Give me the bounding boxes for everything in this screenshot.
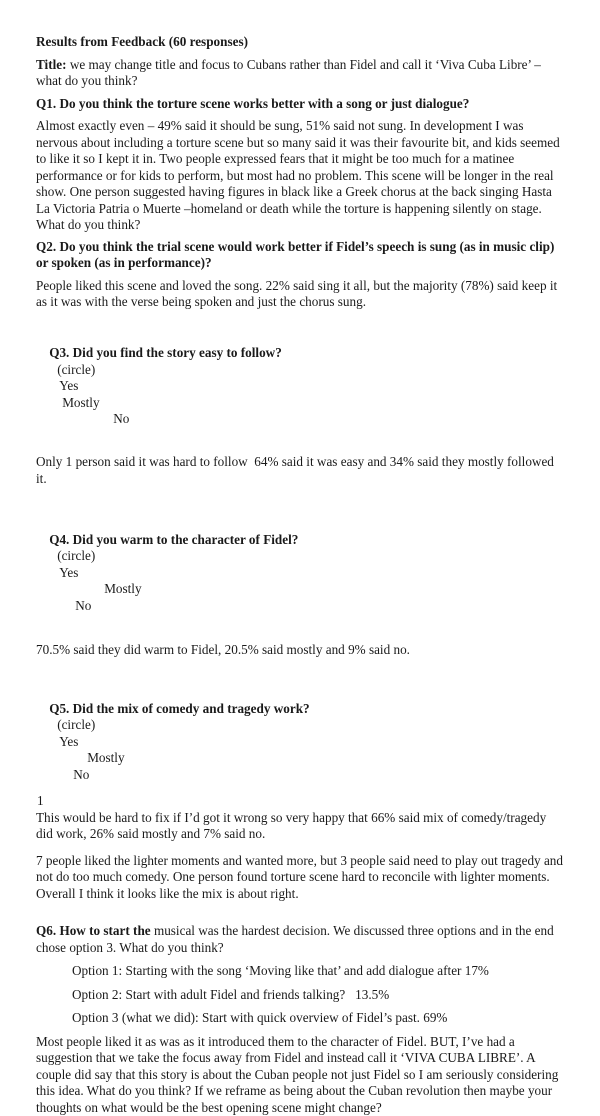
q6-body: Most people liked it as was as it introduced them to the character of Fidel. BUT, I’ve had a suggestion that we take the focus away from Fidel and instead call it ‘VIVA CUBA LIBRE’. A couple did say that this story is about the Cuban people not just Fidel so I am seriously considering this idea. What do you think? If we reframe as being about the Cuban revolution then maybe your thoughts on what would be the best opening scene might change? bbox=[36, 1034, 564, 1116]
q5-line bbox=[36, 684, 564, 800]
q5-body-1: This would be hard to fix if I’d got it wrong so very happy that 66% said mix of comedy/tragedy did work, 26% said mostly and 7% said no. bbox=[36, 810, 564, 843]
q5-circle-label: (circle) bbox=[57, 717, 95, 732]
q3-heading: Q3. Did you find the story easy to follow? bbox=[49, 345, 282, 360]
q5-body-2: 7 people liked the lighter moments and wanted more, but 3 people said need to play out tragedy and not do too much comedy. One person found torture scene hard to reconcile with lighter moments. Overall I think it looks like the mix is about right. bbox=[36, 853, 564, 903]
q3-answer-yes: Yes bbox=[59, 378, 78, 393]
q5-heading: Q5. Did the mix of comedy and tragedy work? bbox=[49, 701, 309, 716]
q4-answer-no: No bbox=[75, 598, 91, 613]
q5-answer-mostly: Mostly bbox=[87, 750, 124, 765]
q4-answer-mostly: Mostly bbox=[104, 581, 141, 596]
q6-heading-bold: Q6. How to start the bbox=[36, 923, 151, 938]
q3-answer-no: No bbox=[113, 411, 129, 426]
q2-body: People liked this scene and loved the song. 22% said sing it all, but the majority (78%) said keep it as it was with the verse being spoken and just the chorus sung. bbox=[36, 278, 564, 311]
q4-line bbox=[36, 515, 564, 631]
q3-body: Only 1 person said it was hard to follow 64% said it was easy and 34% said they mostly followed it. bbox=[36, 454, 564, 487]
q6-option-3: Option 3 (what we did): Start with quick overview of Fidel’s past. 69% bbox=[72, 1010, 564, 1027]
q3-circle-label: (circle) bbox=[57, 362, 95, 377]
q4-circle-label: (circle) bbox=[57, 548, 95, 563]
q6-heading bbox=[36, 923, 564, 956]
q3-line bbox=[36, 329, 564, 445]
q6-option-1: Option 1: Starting with the song ‘Moving like that’ and add dialogue after 17% bbox=[72, 963, 564, 980]
q4-heading: Q4. Did you warm to the character of Fidel? bbox=[49, 532, 298, 547]
q1-heading: Q1. Do you think the torture scene works better with a song or just dialogue? bbox=[36, 96, 564, 113]
q1-body: Almost exactly even – 49% said it should be sung, 51% said not sung. In development I was nervous about including a torture scene but so many said it was their favourite bit, and kids seemed to like it so I kept it in. Two people expressed fears that it might be too much for a matinee performance or for kids to perform, but most had no problem. This scene will be longer in the real show. One person suggested having figures in black like a Greek chorus at the back singing Hasta La Victoria Patria o Muerte –homeland or death while the torture is happening silently on stage. What do you think? bbox=[36, 118, 564, 234]
title-label: Title: bbox=[36, 57, 67, 72]
q5-answer-no: No bbox=[73, 767, 89, 782]
q5-answer-yes: Yes bbox=[59, 734, 78, 749]
q4-body: 70.5% said they did warm to Fidel, 20.5% said mostly and 9% said no. bbox=[36, 642, 564, 659]
q3-answer-mostly: Mostly bbox=[62, 395, 99, 410]
q2-heading: Q2. Do you think the trial scene would work better if Fidel’s speech is sung (as in music clip) or spoken (as in performance)? bbox=[36, 239, 564, 272]
title-paragraph bbox=[36, 57, 564, 90]
q6-option-2: Option 2: Start with adult Fidel and friends talking? 13.5% bbox=[72, 987, 564, 1004]
title-text: we may change title and focus to Cubans rather than Fidel and call it ‘Viva Cuba Libre’ – what do you think? bbox=[36, 57, 544, 89]
page-number: 1 bbox=[37, 793, 44, 810]
q4-answer-yes: Yes bbox=[59, 565, 78, 580]
q6-heading-text: musical was the hardest decision. We discussed three options and in the end chose option 3. What do you think? bbox=[36, 923, 557, 955]
doc-heading: Results from Feedback (60 responses) bbox=[36, 34, 564, 51]
